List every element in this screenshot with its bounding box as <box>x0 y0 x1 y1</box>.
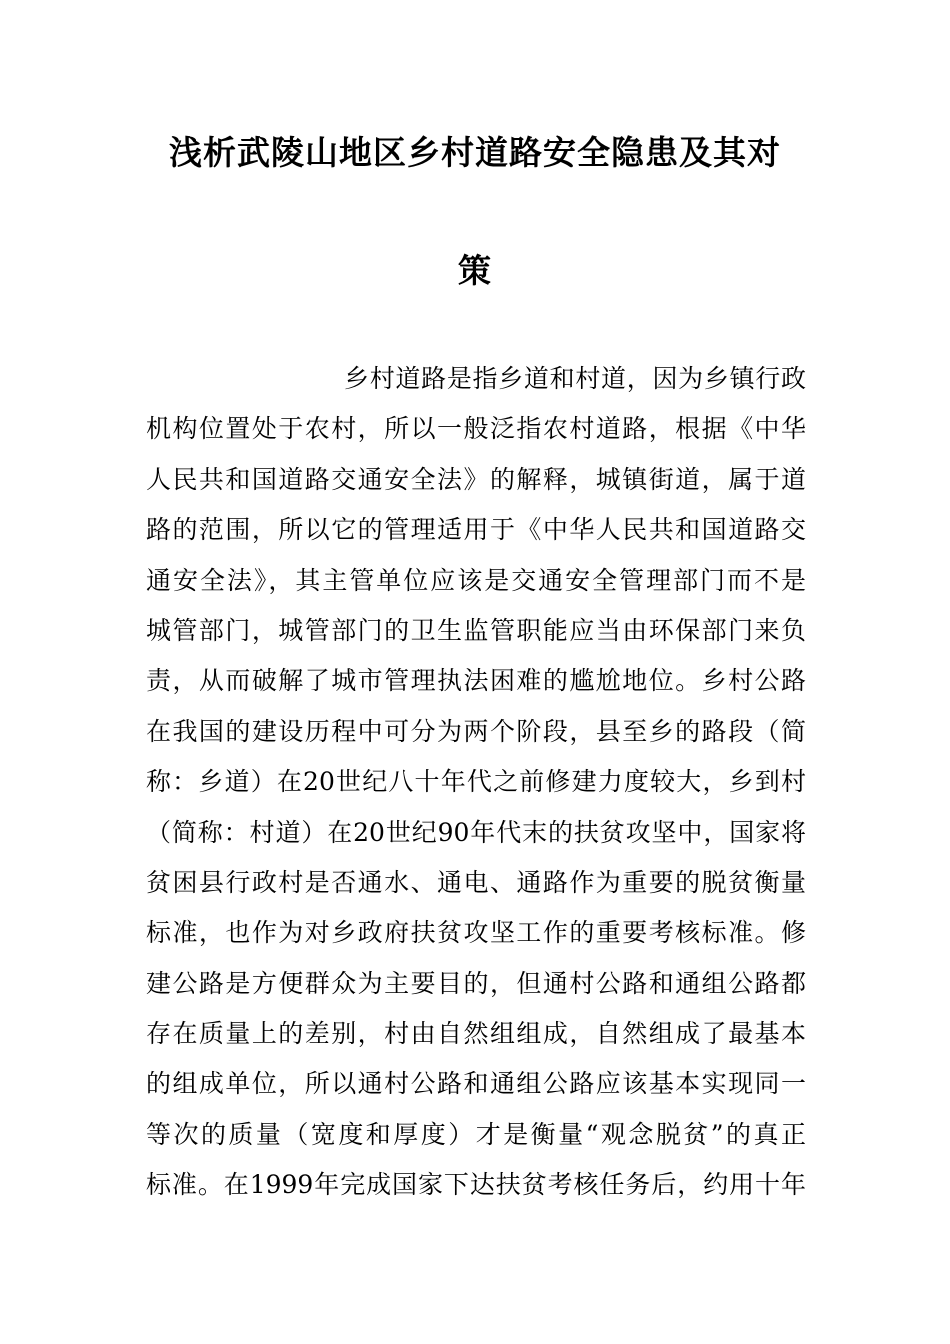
paragraph-line: 通安全法》，其主管单位应该是交通安全管理部门而不是 <box>146 565 806 595</box>
paragraph-line: 的组成单位，所以通村公路和通组公路应该基本实现同一 <box>146 1069 806 1099</box>
paragraph-line: 路的范围，所以它的管理适用于《中华人民共和国道路交 <box>146 515 806 545</box>
document-title-line-2: 策 <box>458 251 492 290</box>
paragraph-line: 标准，也作为对乡政府扶贫攻坚工作的重要考核标准。修 <box>146 918 806 948</box>
body-paragraph <box>146 354 806 1211</box>
paragraph-line: 等次的质量（宽度和厚度）才是衡量“观念脱贫”的真正 <box>146 1119 806 1149</box>
document-title-line-1: 浅析武陵山地区乡村道路安全隐患及其对 <box>169 133 781 172</box>
paragraph-line: 城管部门，城管部门的卫生监管职能应当由环保部门来负 <box>146 615 806 645</box>
paragraph-line: 机构位置处于农村，所以一般泛指农村道路，根据《中华 <box>146 414 806 444</box>
paragraph-line: 乡村道路是指乡道和村道，因为乡镇行政 <box>344 364 806 393</box>
paragraph-line: 存在质量上的差别，村由自然组组成，自然组成了最基本 <box>146 1019 806 1049</box>
paragraph-line: 标准。在1999年完成国家下达扶贫考核任务后，约用十年 <box>146 1170 806 1200</box>
paragraph-line: 贫困县行政村是否通水、通电、通路作为重要的脱贫衡量 <box>146 867 806 897</box>
paragraph-line: 人民共和国道路交通安全法》的解释，城镇街道，属于道 <box>146 464 806 494</box>
paragraph-line: 在我国的建设历程中可分为两个阶段，县至乡的路段（简 <box>146 716 806 746</box>
paragraph-line: （简称：村道）在20世纪90年代末的扶贫攻坚中，国家将 <box>146 817 806 847</box>
paragraph-line: 称：乡道）在20世纪八十年代之前修建力度较大，乡到村 <box>146 767 806 797</box>
paragraph-line: 建公路是方便群众为主要目的，但通村公路和通组公路都 <box>146 968 806 998</box>
paragraph-line: 责，从而破解了城市管理执法困难的尴尬地位。乡村公路 <box>146 666 806 696</box>
